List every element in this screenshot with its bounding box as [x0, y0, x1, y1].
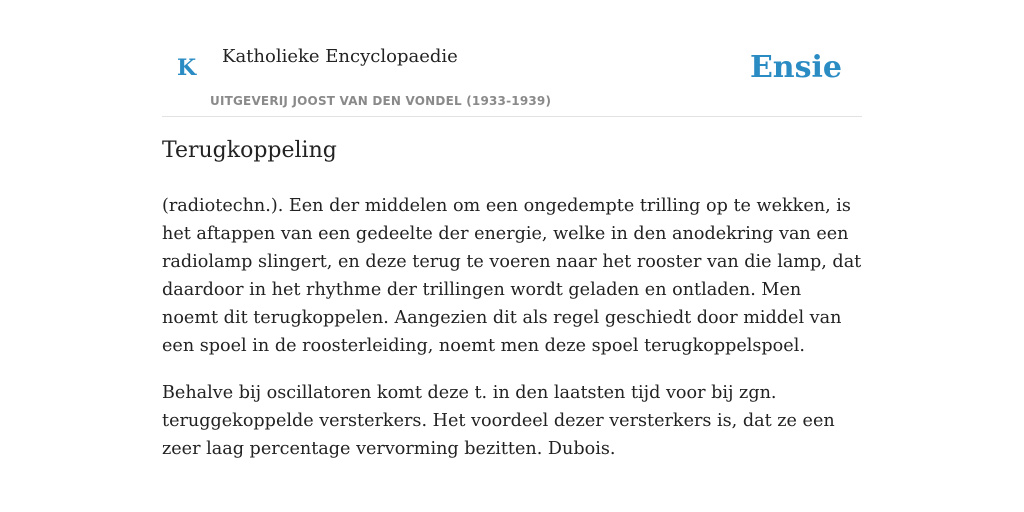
ensie-logo-link[interactable]: Ensie: [749, 50, 842, 85]
article-title: Terugkoppeling: [162, 138, 337, 163]
encyclopedia-logo-icon[interactable]: K: [177, 55, 197, 81]
article-paragraph: Behalve bij oscillatoren komt deze t. in den laatsten tijd voor bij zgn. teruggekoppelde versterkers. Het voordeel dezer versterkers is, dat ze een zeer laag percentage vervorming bezitten. Dubois.: [162, 383, 835, 459]
encyclopedia-name[interactable]: Katholieke Encyclopaedie: [222, 46, 458, 67]
article-body: [162, 192, 862, 482]
site-header: [162, 36, 862, 117]
publisher-label: UITGEVERIJ JOOST VAN DEN VONDEL (1933-1939): [210, 94, 552, 108]
article-paragraph: (radiotechn.). Een der middelen om een ongedempte trilling op te wekken, is het aftappen van een gedeelte der energie, welke in den anodekring van een radiolamp slingert, en deze terug te voeren naar het rooster van die lamp, dat daardoor in het rhythme der trillingen wordt geladen en ontladen. Men noemt dit terugkoppelen. Aangezien dit als regel geschiedt door middel van een spoel in de roosterleiding, noemt men deze spoel terugkoppelspoel.: [162, 196, 862, 356]
